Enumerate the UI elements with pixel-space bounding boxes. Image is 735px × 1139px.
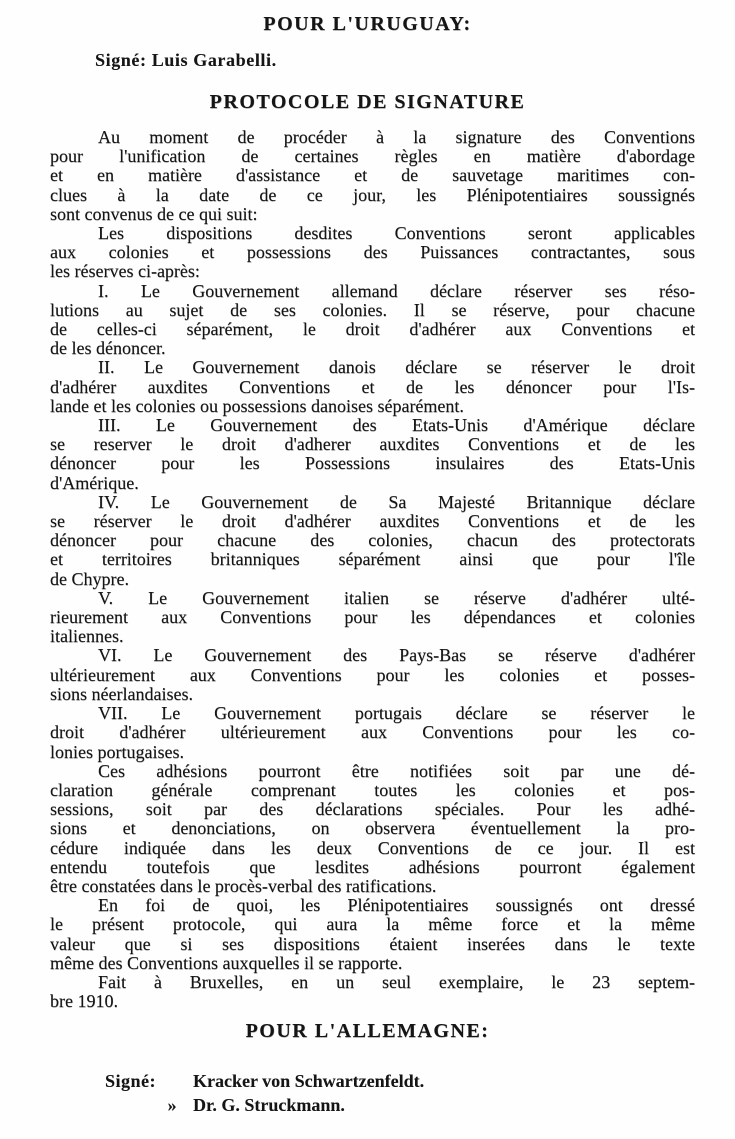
text-line: d'adhérer auxdites Conventions et de les dénoncer pour l'Is-: [50, 376, 695, 397]
text-line: de celles-ci séparément, le droit d'adhérer aux Conventions et: [50, 319, 695, 340]
text-line: valeur que si ses dispositions étaient inserées dans le texte: [50, 933, 695, 954]
text-line: même des Conventions auxquelles il se rapporte.: [50, 952, 403, 973]
text-line: aux colonies et possessions des Puissances contractantes, sous: [50, 242, 695, 263]
text-line: lonies portugaises.: [50, 741, 184, 762]
signature-ditto-mark: »: [167, 1095, 177, 1116]
text-line: le présent protocole, qui aura la même force et la même: [50, 914, 695, 935]
text-line: V. Le Gouvernement italien se réserve d'adhérer ulté-: [98, 587, 695, 608]
country-heading-uruguay: POUR L'URUGUAY:: [263, 13, 472, 35]
text-line: pour l'unification de certaines règles en matière d'abordage: [50, 146, 695, 167]
text-line: être constatées dans le procès-verbal des ratifications.: [50, 875, 437, 896]
text-line: se réserver le droit d'adhérer auxdites Conventions et de les: [50, 511, 695, 532]
text-line: se reserver le droit d'adherer auxdites Conventions et de les: [50, 434, 695, 455]
signature-block-allemagne: [105, 1069, 735, 1117]
text-line: clues à la date de ce jour, les Plénipotentiaires soussignés: [50, 184, 695, 205]
text-line: bre 1910.: [50, 991, 118, 1012]
text-line: cédure indiquée dans les deux Conventions de ce jour. Il est: [50, 837, 695, 858]
text-line: VI. Le Gouvernement des Pays-Bas se réserve d'adhérer: [98, 645, 695, 666]
text-line: dénoncer pour les Possessions insulaires des Etats-Unis: [50, 453, 695, 474]
text-line: sions néerlandaises.: [50, 683, 193, 704]
document-body: [50, 128, 695, 1011]
text-line: italiennes.: [50, 626, 124, 647]
signatory-name: Dr. G. Struckmann.: [193, 1095, 345, 1116]
text-line: Fait à Bruxelles, en un seul exemplaire, le 23 septem-: [98, 971, 695, 992]
signature-row: [105, 1069, 735, 1093]
text-line: lande et les colonies ou possessions danoises séparément.: [50, 395, 464, 416]
country-heading-allemagne: POUR L'ALLEMAGNE:: [245, 1020, 490, 1043]
text-line: d'Amérique.: [50, 472, 139, 493]
text-line: sessions, soit par des déclarations spéciales. Pour les adhé-: [50, 799, 695, 820]
text-line: ultérieurement aux Conventions pour les colonies et posses-: [50, 664, 695, 685]
text-line: IV. Le Gouvernement de Sa Majesté Britannique déclare: [98, 491, 695, 512]
text-line: et en matière d'assistance et de sauvetage maritimes con-: [50, 165, 695, 186]
page-title: PROTOCOLE DE SIGNATURE: [209, 91, 526, 113]
text-line: les réserves ci-après:: [50, 261, 200, 282]
text-line: En foi de quoi, les Plénipotentiaires soussignés ont dressé: [98, 895, 695, 916]
text-line: III. Le Gouvernement des Etats-Unis d'Amérique déclare: [98, 415, 695, 436]
text-line: claration générale comprenant toutes les colonies et pos-: [50, 779, 695, 800]
text-line: Les dispositions desdites Conventions seront applicables: [98, 223, 695, 244]
text-line: II. Le Gouvernement danois déclare se réserver le droit: [98, 357, 695, 378]
text-line: Ces adhésions pourront être notifiées soit par une dé-: [98, 760, 695, 781]
text-line: sont convenus de ce qui suit:: [50, 203, 258, 224]
signature-label: Signé:: [105, 1071, 157, 1092]
text-line: droit d'adhérer ultérieurement aux Conventions pour les co-: [50, 722, 695, 743]
text-line: de les dénoncer.: [50, 338, 166, 359]
signature-row: [105, 1093, 735, 1117]
text-line: de Chypre.: [50, 568, 129, 589]
signature-uruguay: Signé: Luis Garabelli.: [95, 50, 277, 70]
text-line: VII. Le Gouvernement portugais déclare se réserver le: [98, 703, 695, 724]
text-line: entendu toutefois que lesdites adhésions pourront également: [50, 856, 695, 877]
text-line: et territoires britanniques séparément ainsi que pour l'île: [50, 549, 695, 570]
text-line: Au moment de procéder à la signature des Conventions: [98, 127, 695, 147]
text-line: rieurement aux Conventions pour les dépendances et colonies: [50, 607, 695, 628]
text-line: lutions au sujet de ses colonies. Il se réserve, pour chacune: [50, 299, 695, 320]
text-line: sions et denonciations, on observera éventuellement la pro-: [50, 818, 695, 839]
signatory-name: Kracker von Schwartzenfeldt.: [193, 1071, 425, 1092]
text-line: dénoncer pour chacune des colonies, chacun des protectorats: [50, 530, 695, 551]
text-line: I. Le Gouvernement allemand déclare réserver ses réso-: [98, 280, 695, 301]
